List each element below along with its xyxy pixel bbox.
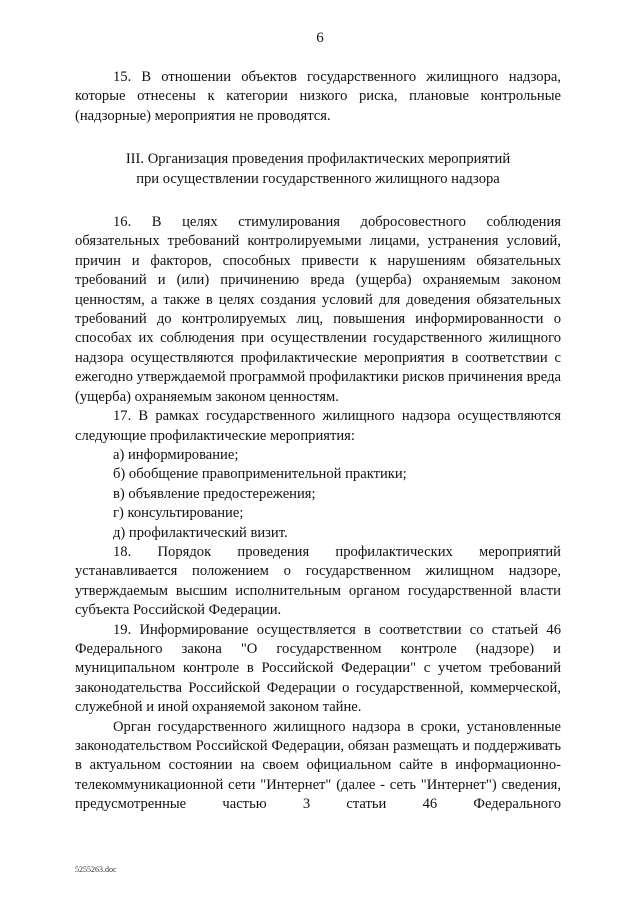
section-heading (75, 150, 561, 189)
footer-document-id: 5255263.doc (75, 865, 117, 874)
paragraph-19: 19. Информирование осуществляется в соответствии со статьей 46 Федерального закона "О государственном контроле (надзоре) и муниципальном контроле в Российской Федерации" с учетом требований законодательства Российской Федерации о государственной, коммерческой, служебной и иной охраняемой законом тайне. (75, 621, 561, 716)
paragraph-17: 17. В рамках государственного жилищного надзора осуществляются следующие профилактические мероприятия: (75, 408, 561, 444)
section-heading-line-1: III. Организация проведения профилактических мероприятий (125, 151, 511, 168)
paragraph-19-continued: Орган государственного жилищного надзора в сроки, установленные законодательством Российской Федерации, обязан размещать и поддерживать в актуальном состоянии на своем официальном сайте в информационно-телекоммуникационной сети "Интернет" (далее - сеть "Интернет") сведения, предусмотренные частью 3 статьи 46 Федерального (75, 718, 561, 813)
list-item: д) профилактический визит. (113, 524, 288, 541)
paragraph-16: 16. В целях стимулирования добросовестного соблюдения обязательных требований контролируемыми лицами, устранения условий, причин и факторов, способных привести к нарушениям обязательных требований и (или) причинению вреда (ущерба) охраняемым законом ценностям, а также в целях создания условий для доведения обязательных требований до контролируемых лиц, повышения информированности о способах их соблюдения при осуществлении государственного жилищного надзора осуществляются профилактические мероприятия в соответствии с ежегодно утверждаемой программой профилактики рисков причинения вреда (ущерба) охраняемым законом ценностям. (75, 214, 561, 405)
page-number: 6 (316, 30, 324, 46)
list-item: в) объявление предостережения; (113, 485, 316, 502)
section-heading-line-2: при осуществлении государственного жилищного надзора (136, 170, 500, 187)
list-item: б) обобщение правоприменительной практики; (113, 466, 407, 483)
list-item: г) консультирование; (113, 505, 244, 522)
list-17 (75, 446, 561, 543)
paragraph-18: 18. Порядок проведения профилактических мероприятий устанавливается положением о государственном жилищном надзоре, утверждаемым высшим исполнительным органом государственной власти субъекта Российской Федерации. (75, 543, 561, 619)
paragraph-15: 15. В отношении объектов государственного жилищного надзора, которые отнесены к категории низкого риска, плановые контрольные (надзорные) мероприятия не проводятся. (75, 69, 561, 124)
document-body (75, 68, 561, 815)
list-item: а) информирование; (113, 446, 239, 463)
